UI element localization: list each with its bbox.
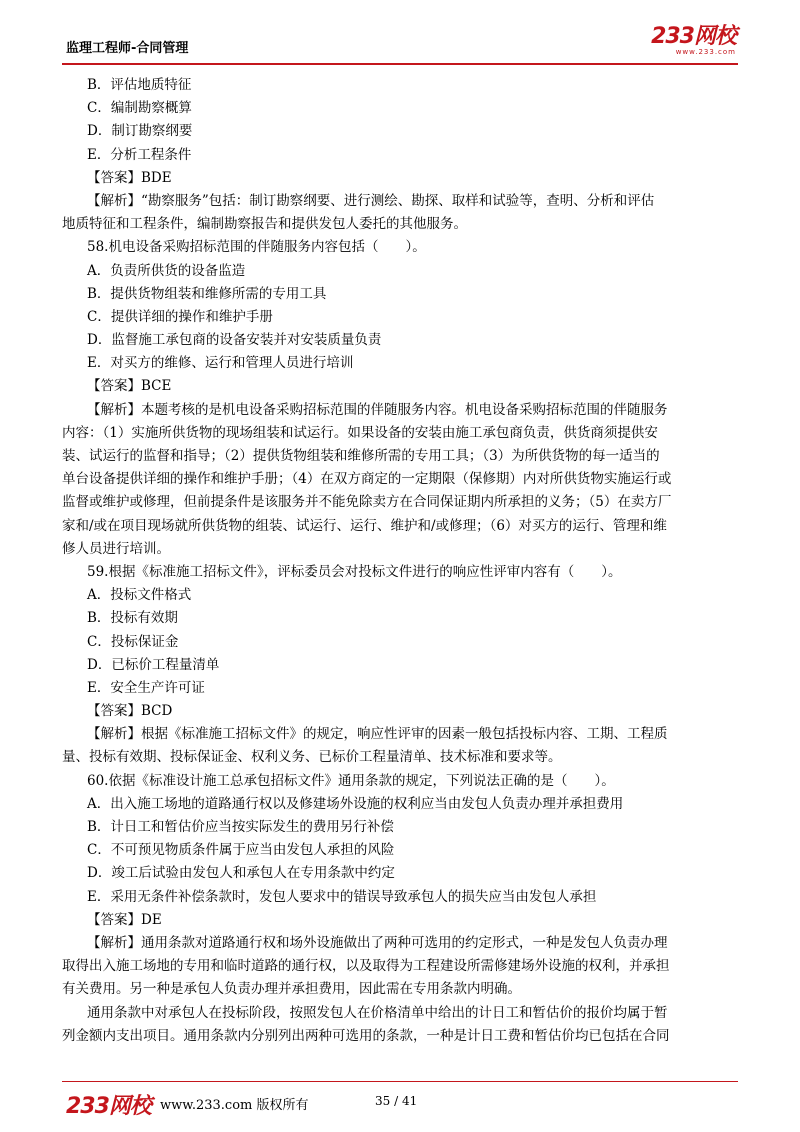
text-line: B．计日工和暂估价应当按实际发生的费用另行补偿: [87, 819, 394, 835]
text-line: E．分析工程条件: [87, 146, 192, 163]
page-number: 35 / 41: [375, 1094, 418, 1108]
text-line: 【答案】BCD: [87, 703, 173, 720]
footer-divider: [62, 1081, 738, 1082]
text-line: 单台设备提供详细的操作和维护手册；（4）在双方商定的一定期限（保修期）内对所供货物实施运行或: [62, 471, 672, 488]
text-line: A．出入施工场地的道路通行权以及修建场外设施的权利应当由发包人负责办理并承担费用: [87, 795, 624, 812]
header-title: 监理工程师-合同管理: [66, 41, 189, 56]
text-line: 列金额内支出项目。通用条款内分别列出两种可选用的条款，一种是计日工费和暂估价均已包括在合同: [62, 1027, 670, 1044]
footer-logo: 233网校: [66, 1094, 151, 1119]
text-line: E．采用无条件补偿条款时，发包人要求中的错误导致承包人的损失应当由发包人承担: [87, 888, 597, 905]
logo-main-text: 233网校: [651, 24, 736, 49]
logo-sub-text: www.233.com: [675, 48, 736, 56]
text-line: 量、投标有效期、投标保证金、权利义务、已标价工程量清单、技术标准和要求等。: [62, 749, 562, 766]
text-line: D．已标价工程量清单: [87, 656, 220, 673]
text-line: B．提供货物组装和维修所需的专用工具: [87, 285, 327, 302]
header-logo: [651, 26, 736, 56]
page-header: [62, 26, 738, 62]
text-line: 59.根据《标准施工招标文件》，评标委员会对投标文件进行的响应性评审内容有（ ）。: [87, 563, 622, 580]
text-line: E．对买方的维修、运行和管理人员进行培训: [87, 355, 354, 372]
text-line: 监督或维护或修理，但前提条件是该服务并不能免除卖方在合同保证期内所承担的义务；（5）在卖方厂: [62, 494, 672, 511]
text-line: 【解析】“勘察服务”包括：制订勘察纲要、进行测绘、勘探、取样和试验等，查明、分析和评估: [87, 192, 655, 209]
text-line: B．评估地质特征: [87, 77, 192, 93]
text-line: 装、试运行的监督和指导；（2）提供货物组装和维修所需的专用工具；（3）为所供货物的每一适当的: [62, 448, 660, 464]
text-line: 内容：（1）实施所供货物的现场组装和试运行。如果设备的安装由施工承包商负责，供货商须提供安: [62, 424, 658, 441]
text-line: 通用条款中对承包人在投标阶段，按照发包人在价格清单中给出的计日工和暂估价的报价均属于暂: [87, 1004, 668, 1021]
footer-copyright: www.233.com 版权所有: [160, 1098, 309, 1113]
text-line: C．编制勘察概算: [87, 100, 192, 117]
text-line: 【答案】BCE: [87, 378, 172, 395]
text-line: A．负责所供货的设备监造: [87, 262, 246, 279]
text-line: D．监督施工承包商的设备安装并对安装质量负责: [87, 332, 382, 349]
text-line: C．提供详细的操作和维护手册: [87, 308, 273, 325]
text-line: 【解析】本题考核的是机电设备采购招标范围的伴随服务内容。机电设备采购招标范围的伴随服务: [87, 401, 668, 418]
text-line: 【答案】BDE: [87, 169, 172, 186]
text-line: B．投标有效期: [87, 610, 178, 627]
document-body: [62, 74, 738, 1048]
text-line: E．安全生产许可证: [87, 679, 205, 696]
text-line: C．投标保证金: [87, 633, 179, 650]
text-line: 【答案】DE: [87, 911, 162, 928]
text-line: 家和/或在项目现场就所供货物的组装、试运行、运行、维护和/或修理；（6）对买方的运行、管理和维: [62, 517, 667, 534]
text-line: 地质特征和工程条件，编制勘察报告和提供发包人委托的其他服务。: [62, 216, 467, 233]
text-line: A．投标文件格式: [87, 587, 192, 604]
text-line: C．不可预见物质条件属于应当由发包人承担的风险: [87, 842, 395, 859]
text-line: 【解析】根据《标准施工招标文件》的规定，响应性评审的因素一般包括投标内容、工期、工程质: [87, 726, 668, 743]
text-line: 【解析】通用条款对道路通行权和场外设施做出了两种可选用的约定形式，一种是发包人负责办理: [87, 934, 668, 951]
text-line: 有关费用。另一种是承包人负责办理并承担费用，因此需在专用条款内明确。: [62, 981, 521, 998]
header-divider: [62, 63, 738, 65]
text-line: 取得出入施工场地的专用和临时道路的通行权，以及取得为工程建设所需修建场外设施的权利，并承担: [62, 958, 670, 975]
text-line: 修人员进行培训。: [62, 540, 170, 557]
text-line: D．制订勘察纲要: [87, 123, 193, 140]
text-line: 60.依据《标准设计施工总承包招标文件》通用条款的规定，下列说法正确的是（ ）。: [87, 772, 615, 789]
text-line: D．竣工后试验由发包人和承包人在专用条款中约定: [87, 865, 395, 882]
text-line: 58.机电设备采购招标范围的伴随服务内容包括（ ）。: [87, 239, 426, 256]
